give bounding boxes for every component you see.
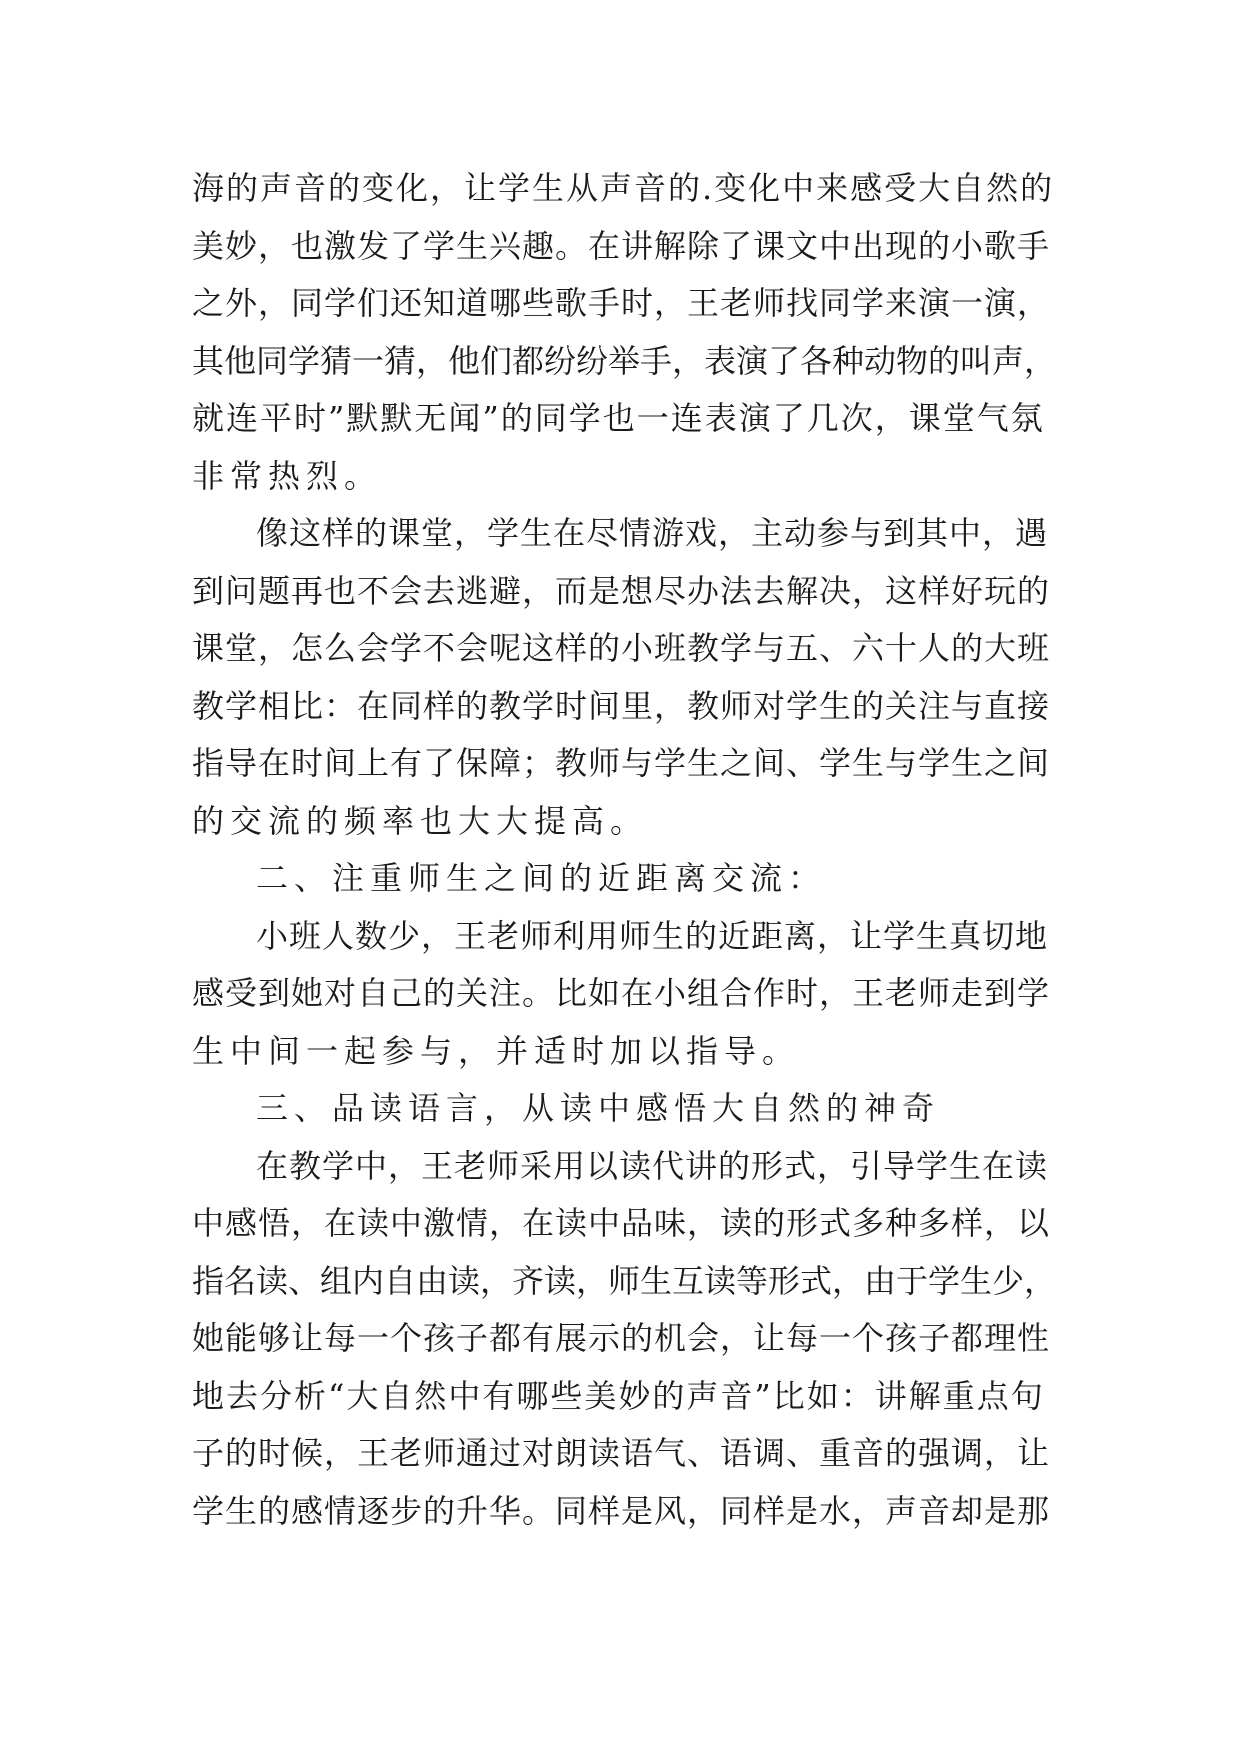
text-line: 之外，同学们还知道哪些歌手时，王老师找同学来演一演， — [192, 284, 1051, 322]
text-line: 生中间一起参与，并适时加以指导。 — [192, 1031, 801, 1070]
text-line: 的交流的频率也大大提高。 — [192, 801, 649, 840]
text-line: 美妙，也激发了学生兴趣。在讲解除了课文中出现的小歌手 — [192, 226, 1051, 265]
text-line: 到问题再也不会去逃避，而是想尽办法去解决，这样好玩的 — [192, 571, 1051, 610]
section-heading: 二、注重师生之间的近距离交流： — [256, 859, 827, 897]
text-line: 地去分析“大自然中有哪些美妙的声音”比如：讲解重点句 — [192, 1376, 1045, 1415]
paragraph-start-line: 像这样的课堂，学生在尽情游戏，主动参与到其中，遇 — [256, 514, 1049, 552]
text-line: 就连平时”默默无闻”的同学也一连表演了几次，课堂气氛 — [192, 399, 1045, 437]
text-line: 中感悟，在读中激情，在读中品味，读的形式多种多样，以 — [192, 1204, 1051, 1242]
text-line: 子的时候，王老师通过对朗读语气、语调、重音的强调，让 — [192, 1434, 1051, 1472]
document-page — [192, 160, 1056, 1540]
section-heading: 三、品读语言，从读中感悟大自然的神奇 — [256, 1089, 941, 1127]
text-line: 其他同学猜一猜，他们都纷纷举手，表演了各种动物的叫声， — [192, 341, 1057, 380]
text-line: 海的声音的变化，让学生从声音的.变化中来感受大自然的 — [192, 169, 1055, 207]
text-line: 学生的感情逐步的升华。同样是风，同样是水，声音却是那 — [192, 1491, 1051, 1530]
text-line: 非常热烈。 — [192, 456, 383, 495]
text-line: 她能够让每一个孩子都有展示的机会，让每一个孩子都理性 — [192, 1319, 1051, 1357]
text-line: 课堂，怎么会学不会呢这样的小班教学与五、六十人的大班 — [192, 629, 1051, 667]
paragraph-start-line: 小班人数少，王老师利用师生的近距离，让学生真切地 — [256, 916, 1049, 955]
text-line: 指名读、组内自由读，齐读，师生互读等形式，由于学生少， — [192, 1261, 1057, 1300]
paragraph-start-line: 在教学中，王老师采用以读代讲的形式，引导学生在读 — [256, 1146, 1049, 1185]
text-line: 指导在时间上有了保障；教师与学生之间、学生与学生之间 — [192, 744, 1051, 782]
text-line: 感受到她对自己的关注。比如在小组合作时，王老师走到学 — [192, 974, 1051, 1012]
text-line: 教学相比：在同样的教学时间里，教师对学生的关注与直接 — [192, 686, 1051, 725]
